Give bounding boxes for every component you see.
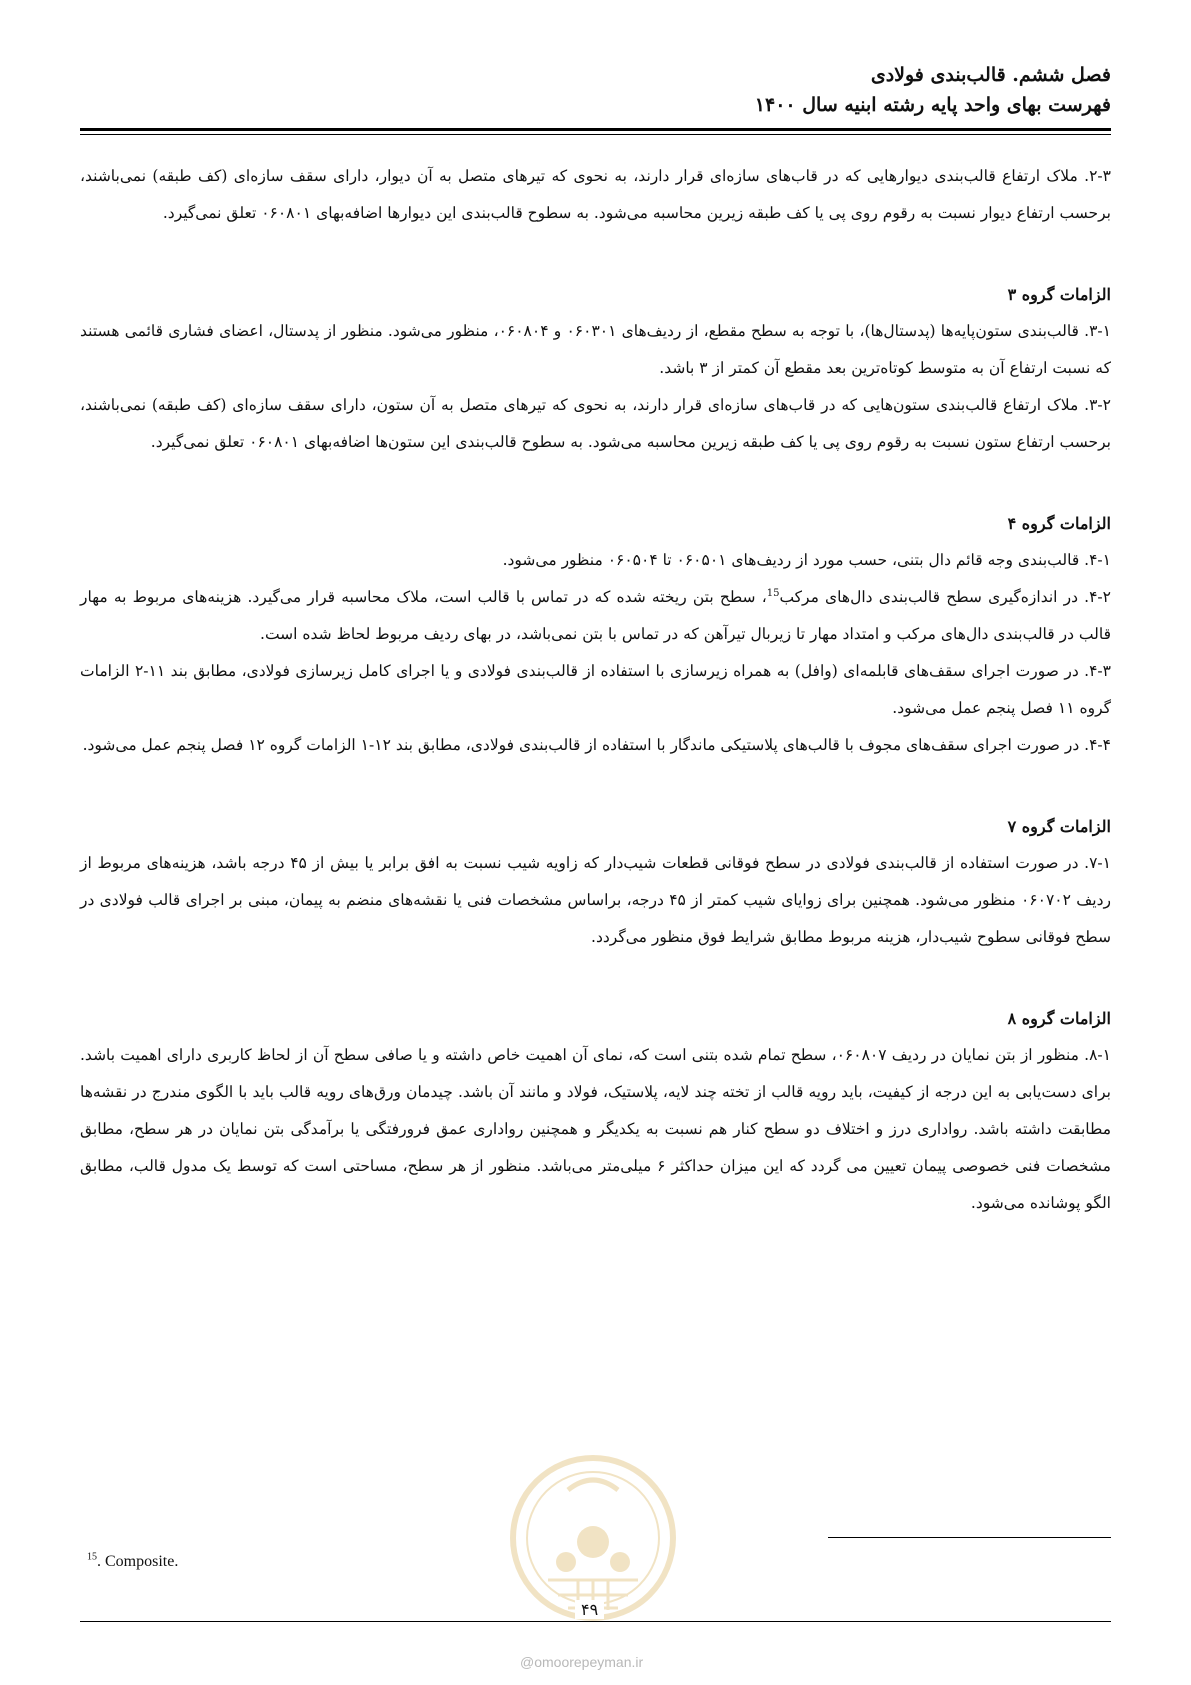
heading-group-8: الزامات گروه ۸ (1007, 1009, 1111, 1028)
paragraph-4-2 (80, 579, 1111, 653)
footnote-reference: 15 (766, 587, 780, 599)
paragraph-4-2-start: ۴-۲. در اندازه‌گیری سطح قالب‌بندی دال‌های مرکب (779, 588, 1111, 606)
paragraph-3-2: ۳-۲. ملاک ارتفاع قالب‌بندی ستون‌هایی که در قاب‌های سازه‌ای قرار دارند، به نحوی که تیرهای متصل به آن ستون، دارای سقف سازه‌ای (کف طبقه) نمی‌باشند، برحسب ارتفاع ستون نسبت به رقوم روی پی یا کف طبقه زیرین محاسبه می‌شود. به سطوح قالب‌بندی این ستون‌ها اضافه‌بهای ۰۶۰۸۰۱ تعلق نمی‌گیرد. (80, 396, 1111, 451)
page-number: ۴۹ (575, 1600, 604, 1619)
paragraph-2-3: ۲-۳. ملاک ارتفاع قالب‌بندی دیوارهایی که در قاب‌های سازه‌ای قرار دارند، به نحوی که تیرهای متصل به آن دیوار، دارای سقف سازه‌ای (کف طبقه) نمی‌باشند، برحسب ارتفاع دیوار نسبت به رقوم روی پی یا کف طبقه زیرین محاسبه می‌شود. به سطوح قالب‌بندی این دیوارها اضافه‌بهای ۰۶۰۸۰۱ تعلق نمی‌گیرد. (80, 167, 1111, 222)
footnote-number: 15 (87, 1551, 97, 1563)
body-content (80, 158, 1111, 1222)
paragraph-4-4: ۴-۴. در صورت اجرای سقف‌های مجوف با قالب‌های پلاستیکی ماندگار با استفاده از قالب‌بندی فولادی، مطابق بند ۱۲-۱ الزامات گروه ۱۲ فصل پنجم عمل می‌شود. (82, 736, 1111, 754)
paragraph-3-1: ۳-۱. قالب‌بندی ستون‌پایه‌ها (پدستال‌ها)، با توجه به سطح مقطع، از ردیف‌های ۰۶۰۳۰۱ و ۰۶۰۸۰۴، منظور می‌شود. منظور از پدستال، اعضای فشاری قائمی هستند که نسبت ارتفاع آن به متوسط کوتاه‌ترین بعد مقطع آن کمتر از ۳ باشد. (80, 322, 1111, 377)
page-header (81, 60, 1111, 120)
chapter-title: فصل ششم. قالب‌بندی فولادی (870, 64, 1111, 86)
footnote (87, 1553, 178, 1571)
heading-group-7: الزامات گروه ۷ (1007, 817, 1111, 836)
watermark-site: @omoorepeyman.ir (520, 1654, 644, 1670)
footnote-text: . Composite. (97, 1553, 179, 1570)
heading-group-3: الزامات گروه ۳ (1007, 285, 1111, 304)
header-rule-thick (80, 128, 1111, 131)
footnote-separator (828, 1537, 1111, 1538)
paragraph-4-1: ۴-۱. قالب‌بندی وجه قائم دال بتنی، حسب مورد از ردیف‌های ۰۶۰۵۰۱ تا ۰۶۰۵۰۴ منظور می‌شود. (502, 551, 1111, 569)
document-subtitle: فهرست بهای واحد پایه رشته ابنیه سال ۱۴۰۰ (754, 94, 1111, 116)
paragraph-8-1: ۸-۱. منظور از بتن نمایان در ردیف ۰۶۰۸۰۷، سطح تمام شده بتنی است که، نمای آن اهمیت خاص داشته و یا صافی سطح آن از لحاظ کاربری دارای اهمیت باشد. برای دست‌یابی به این درجه از کیفیت، باید رویه قالب از تخته چند لایه، پلاستیک، فولاد و مانند آن باشد. چیدمان ورق‌های رویه قالب باید با الگوی مندرج در نقشه‌ها مطابقت داشته باشد. رواداری درز و اختلاف دو سطح کنار هم نسبت به یکدیگر و همچنین رواداری عمق فرورفتگی یا برآمدگی بتن نمایان در هر سطح، مطابق مشخصات فنی خصوصی پیمان تعیین می گردد که این میزان حداکثر ۶ میلی‌متر می‌باشد. منظور از هر سطح، مساحتی است که توسط یک مدول قالب، مطابق الگو پوشانده می‌شود. (80, 1046, 1111, 1212)
paragraph-7-1: ۷-۱. در صورت استفاده از قالب‌بندی فولادی در سطح فوقانی قطعات شیب‌دار که زاویه شیب نسبت به افق برابر یا بیش از ۴۵ درجه باشد، هزینه‌های مربوط از ردیف ۰۶۰۷۰۲ منظور می‌شود. همچنین برای زوایای شیب کمتر از ۴۵ درجه، براساس مشخصات فنی یا نقشه‌های منضم به پیمان، مبنی بر اجرای قالب فولادی در سطح فوقانی سطوح شیب‌دار، هزینه مربوط مطابق شرایط فوق منظور می‌گردد. (80, 854, 1111, 946)
paragraph-4-2-end: ، سطح بتن ریخته شده که در تماس با قالب است، ملاک محاسبه قرار می‌گیرد. هزینه‌های مربوط به مهار قالب در قالب‌بندی دال‌های مرکب و امتداد مهار تا زیربال تیرآهن که در تماس با بتن نمی‌باشد، در بهای ردیف مربوط لحاظ شده است. (80, 588, 1111, 643)
heading-group-4: الزامات گروه ۴ (1007, 514, 1111, 533)
header-rule-thin (80, 134, 1111, 135)
footer-rule (80, 1621, 1111, 1622)
paragraph-4-3: ۴-۳. در صورت اجرای سقف‌های قابلمه‌ای (وافل) به همراه زیرسازی با استفاده از قالب‌بندی فولادی و یا اجرای کامل زیرسازی فولادی، مطابق بند ۱۱-۲ الزامات گروه ۱۱ فصل پنجم عمل می‌شود. (80, 662, 1111, 717)
